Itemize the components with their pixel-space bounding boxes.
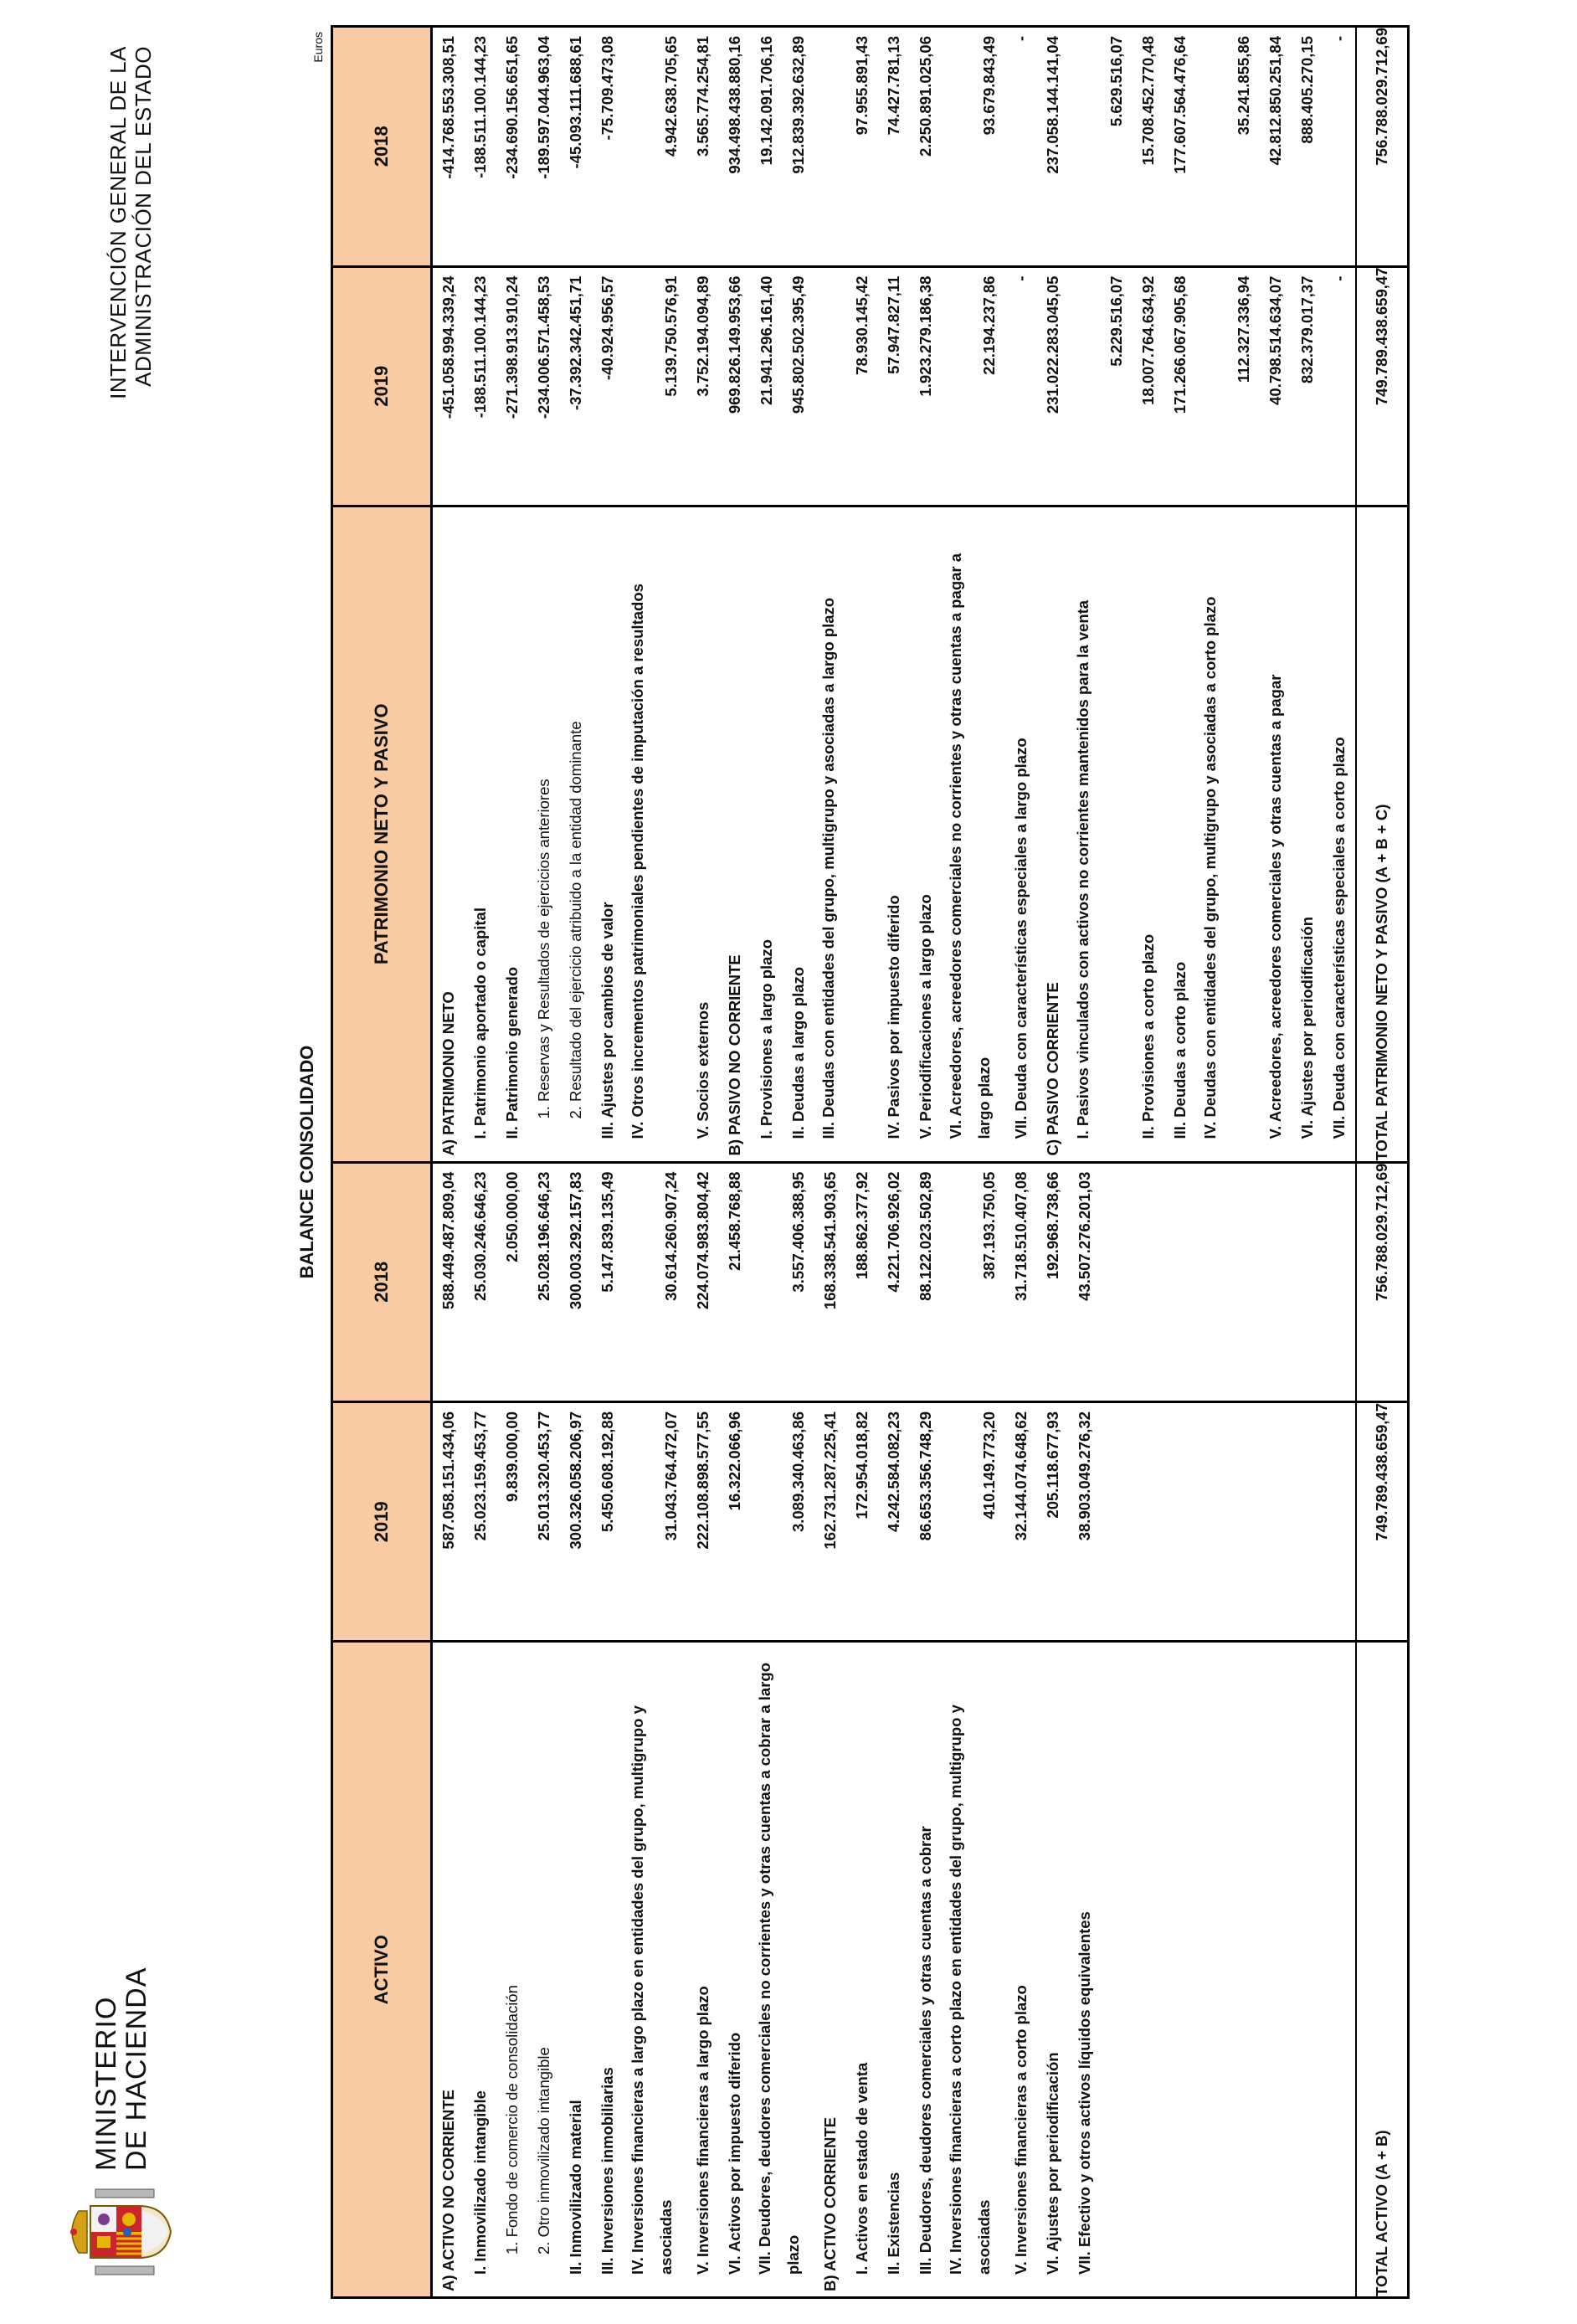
pasivo-value-2019: 22.194.237,86	[980, 275, 998, 375]
activo-label: V. Inversiones financieras a corto plazo	[1012, 1985, 1030, 2275]
pasivo-value-2018: 4.942.638.705,65	[662, 36, 680, 157]
pasivo-labels	[432, 506, 1357, 1163]
activo-labels	[432, 1642, 1357, 2298]
pasivo-value-2018: 93.679.843,49	[980, 36, 998, 136]
pasivo-value-2019: 832.379.017,37	[1298, 275, 1316, 384]
activo-label: III. Deudores, deudores comerciales y otras cuentas a cobrar	[917, 1826, 934, 2275]
activo-label: III. Inversiones inmobiliarias	[598, 2067, 616, 2275]
ministry-line1: MINISTERIO	[90, 1996, 122, 2171]
activo-label: I. Activos en estado de venta	[853, 2062, 871, 2275]
pasivo-label: IV. Deudas con entidades del grupo, multigrupo y asociadas a corto plazo	[1201, 596, 1219, 1139]
activo-value-2019: 172.954.018,82	[853, 1411, 871, 1519]
igae-line2: ADMINISTRACIÓN DEL ESTADO	[131, 46, 156, 387]
activo-value-2018: 88.122.023.502,89	[917, 1171, 934, 1301]
pasivo-value-2019: 40.798.514.634,07	[1266, 275, 1284, 405]
pasivo-value-2019: -188.511.100.144,23	[471, 275, 489, 419]
pasivo-value-2019: 945.802.502.395,49	[789, 275, 807, 414]
pasivo-value-2018: 97.955.891,43	[853, 36, 871, 136]
pasivo-label: III. Deudas a corto plazo	[1171, 961, 1189, 1139]
activo-value-2018: 588.449.487.809,04	[439, 1171, 457, 1310]
pasivo-value-2019: 21.941.296.161,40	[758, 275, 775, 405]
activo-value-2019: 9.839.000,00	[503, 1411, 521, 1503]
activo-value-2019: 16.322.066,96	[726, 1411, 743, 1511]
pasivo-label: IV. Pasivos por impuesto diferido	[885, 895, 902, 1139]
activo-value-2019: 300.326.058.206,97	[567, 1411, 584, 1550]
igae-line1: INTERVENCIÓN GENERAL DE LA	[105, 46, 131, 399]
activo-label: VI. Activos por impuesto diferido	[726, 2032, 743, 2275]
pasivo-label: VI. Acreedores, acreedores comerciales no corrientes y otras cuentas a pagar a largo plazo	[947, 553, 993, 1139]
col-header-pasivo: PATRIMONIO NETO Y PASIVO	[332, 506, 432, 1163]
activo-label: II. Existencias	[885, 2172, 902, 2275]
igae-header	[105, 46, 156, 399]
activo-value-2019: 4.242.584.082,23	[885, 1411, 902, 1533]
activo-value-2018: 25.030.246.646,23	[471, 1171, 489, 1301]
pasivo-value-2018: -188.511.100.144,23	[471, 36, 489, 178]
activo-value-2018: 300.003.292.157,83	[567, 1171, 584, 1310]
activo-value-2019: 86.653.356.748,29	[917, 1411, 934, 1541]
activo-value-2019: 410.149.773,20	[980, 1411, 998, 1519]
pasivo-value-2018: 237.058.144.141,04	[1044, 36, 1061, 174]
pasivo-value-2019: -451.058.994.339,24	[439, 275, 457, 419]
activo-label: 1. Fondo de comercio de consolidación	[503, 1985, 521, 2255]
pasivo-value-2019: 5.229.516,07	[1107, 275, 1125, 367]
pasivo-value-2018: -189.597.044.963,04	[535, 36, 552, 179]
activo-label: I. Inmovilizado intangible	[471, 2090, 489, 2275]
activo-value-2019: 222.108.898.577,55	[694, 1411, 711, 1550]
pasivo-label: V. Socios externos	[694, 1001, 711, 1139]
pasivo-value-2019: 3.752.194.094,89	[694, 275, 711, 397]
units-label: Euros	[311, 32, 325, 63]
total-pasivo-label: TOTAL PATRIMONIO NETO Y PASIVO (A + B + C)	[1356, 506, 1409, 1163]
activo-2018-values	[432, 1162, 1357, 1401]
activo-value-2019: 31.043.764.472,07	[662, 1411, 680, 1541]
activo-value-2018: 43.507.276.201,03	[1076, 1171, 1093, 1301]
col-header-pasivo-2019: 2019	[332, 266, 432, 506]
body-row	[432, 27, 1357, 2298]
pasivo-label: 1. Reservas y Resultados de ejercicios anteriores	[535, 779, 552, 1119]
pasivo-value-2018: -234.690.156.651,65	[503, 36, 521, 179]
pasivo-label: III. Deudas con entidades del grupo, multigrupo y asociadas a largo plazo	[819, 597, 837, 1139]
activo-2019-values	[432, 1402, 1357, 1642]
pasivo-value-2019: 18.007.764.634,92	[1139, 275, 1157, 405]
activo-value-2019: 587.058.151.434,06	[439, 1411, 457, 1550]
ministry-header	[67, 1967, 176, 2278]
pasivo-label: B) PASIVO NO CORRIENTE	[726, 954, 743, 1156]
total-activo-2018: 756.788.029.712,69	[1356, 1162, 1409, 1401]
pasivo-value-2019: -	[1012, 275, 1030, 281]
pasivo-value-2019: 5.139.750.576,91	[662, 275, 680, 397]
pasivo-label: II. Deudas a largo plazo	[789, 966, 807, 1139]
col-header-activo-2018: 2018	[332, 1162, 432, 1401]
activo-value-2019: 38.903.049.276,32	[1076, 1411, 1093, 1541]
pasivo-value-2018: 177.607.564.476,64	[1171, 36, 1189, 174]
activo-value-2018: 25.028.196.646,23	[535, 1171, 552, 1301]
total-row	[1356, 27, 1409, 2298]
pasivo-value-2019: 57.947.827,11	[885, 275, 902, 374]
coat-of-arms-icon	[67, 2186, 176, 2278]
pasivo-value-2019: -40.924.956,57	[598, 275, 616, 380]
pasivo-label: I. Provisiones a largo plazo	[758, 939, 775, 1139]
activo-value-2018: 30.614.260.907,24	[662, 1171, 680, 1301]
pasivo-label: C) PASIVO CORRIENTE	[1044, 982, 1061, 1156]
pasivo-value-2019: 78.930.145,42	[853, 275, 871, 375]
pasivo-label: VII. Deuda con características especiales a largo plazo	[1012, 738, 1030, 1139]
pasivo-label: VII. Deuda con características especiales a corto plazo	[1330, 737, 1348, 1139]
pasivo-value-2018: 42.812.850.251,84	[1266, 36, 1284, 166]
activo-value-2018: 5.147.839.135,49	[598, 1171, 616, 1293]
pasivo-label: III. Ajustes por cambios de valor	[598, 902, 616, 1139]
pasivo-value-2018: 15.708.452.770,48	[1139, 36, 1157, 166]
activo-value-2018: 168.338.541.903,65	[821, 1171, 839, 1310]
pasivo-value-2019: 231.022.283.045,05	[1044, 275, 1061, 414]
pasivo-label: V. Acreedores, acreedores comerciales y otras cuentas a pagar	[1266, 674, 1284, 1139]
pasivo-label: IV. Otros incrementos patrimoniales pendientes de imputación a resultados	[629, 584, 646, 1139]
activo-value-2019: 5.450.608.192,88	[598, 1411, 616, 1533]
pasivo-2018-values	[432, 27, 1357, 267]
activo-value-2018: 21.458.768,88	[726, 1171, 743, 1271]
pasivo-value-2019: 112.327.336,94	[1235, 275, 1252, 383]
pasivo-label: 2. Resultado del ejercicio atribuido a la entidad dominante	[567, 721, 584, 1119]
total-activo-2019: 749.789.438.659,47	[1356, 1402, 1409, 1642]
pasivo-value-2018: -45.093.111.688,61	[567, 36, 584, 169]
pasivo-value-2018: -75.709.473,08	[598, 36, 616, 141]
activo-label: VI. Ajustes por periodificación	[1044, 2052, 1061, 2275]
pasivo-value-2018: 912.839.392.632,89	[789, 36, 807, 174]
pasivo-value-2018: -414.768.553.308,51	[439, 36, 457, 179]
activo-value-2018: 387.193.750,05	[980, 1171, 998, 1280]
pasivo-value-2018: 5.629.516,07	[1107, 36, 1125, 127]
activo-label: VII. Deudores, deudores comerciales no corrientes y otras cuentas a cobrar a largo plazo	[756, 1662, 802, 2275]
activo-value-2019: 25.013.320.453,77	[535, 1411, 552, 1541]
activo-value-2018: 2.050.000,00	[503, 1171, 521, 1262]
pasivo-value-2019: -37.392.342.451,71	[567, 275, 584, 411]
col-header-activo-2019: 2019	[332, 1402, 432, 1642]
ministry-line2: DE HACIENDA	[121, 1967, 152, 2171]
pasivo-label: VI. Ajustes por periodificación	[1298, 916, 1316, 1139]
pasivo-label: II. Patrimonio generado	[503, 966, 521, 1139]
pasivo-value-2018: 35.241.855,86	[1235, 36, 1252, 136]
pasivo-label: V. Periodificaciones a largo plazo	[917, 894, 934, 1139]
pasivo-label: I. Pasivos vinculados con activos no corrientes mantenidos para la venta	[1074, 599, 1092, 1139]
total-pasivo-2018: 756.788.029.712,69	[1356, 27, 1409, 267]
activo-value-2018: 224.074.983.804,42	[694, 1171, 711, 1310]
activo-label: IV. Inversiones financieras a largo plazo en entidades del grupo, multigrupo y asociadas	[629, 1705, 675, 2275]
activo-value-2019: 205.118.677,93	[1044, 1411, 1061, 1519]
activo-label: IV. Inversiones financieras a corto plazo en entidades del grupo, multigrupo y asociadas	[947, 1704, 993, 2275]
activo-label: A) ACTIVO NO CORRIENTE	[439, 2090, 457, 2291]
activo-value-2018: 192.968.738,66	[1044, 1171, 1061, 1280]
activo-value-2018: 31.718.510.407,08	[1012, 1171, 1030, 1301]
pasivo-label: A) PATRIMONIO NETO	[439, 991, 457, 1156]
page-title: BALANCE CONSOLIDADO	[296, 1045, 317, 1279]
activo-value-2018: 188.862.377,92	[853, 1171, 871, 1280]
activo-label: 2. Otro inmovilizado intangible	[535, 2047, 552, 2255]
pasivo-value-2019: -	[1330, 275, 1348, 281]
pasivo-value-2018: 3.565.774.254,81	[694, 36, 711, 157]
pasivo-value-2019: -271.398.913.910,24	[503, 275, 521, 419]
header-row	[332, 27, 432, 2298]
pasivo-value-2019: 171.266.067.905,68	[1171, 275, 1189, 414]
col-header-activo: ACTIVO	[332, 1642, 432, 2298]
pasivo-value-2018: 19.142.091.706,16	[758, 36, 775, 166]
col-header-pasivo-2018: 2018	[332, 27, 432, 267]
activo-value-2019: 25.023.159.453,77	[471, 1411, 489, 1541]
pasivo-value-2018: 934.498.438.880,16	[726, 36, 743, 174]
activo-value-2018: 3.557.406.388,95	[789, 1171, 807, 1293]
pasivo-label: I. Patrimonio aportado o capital	[471, 907, 489, 1139]
activo-value-2019: 162.731.287.225,41	[821, 1411, 839, 1550]
total-activo-label: TOTAL ACTIVO (A + B)	[1356, 1642, 1409, 2298]
activo-value-2018: 4.221.706.926,02	[885, 1171, 902, 1293]
total-pasivo-2019: 749.789.438.659,47	[1356, 266, 1409, 506]
pasivo-value-2018: 74.427.781,13	[885, 36, 902, 136]
activo-value-2019: 3.089.340.463,86	[789, 1411, 807, 1533]
pasivo-2019-values	[432, 266, 1357, 506]
pasivo-value-2018: -	[1330, 36, 1348, 42]
balance-table	[331, 25, 1410, 2299]
pasivo-value-2018: -	[1012, 36, 1030, 42]
pasivo-label: II. Provisiones a corto plazo	[1139, 933, 1157, 1139]
activo-label: V. Inversiones financieras a largo plazo	[694, 1986, 711, 2275]
pasivo-value-2018: 2.250.891.025,06	[917, 36, 934, 157]
activo-value-2019: 32.144.074.648,62	[1012, 1411, 1030, 1541]
activo-label: B) ACTIVO CORRIENTE	[821, 2117, 839, 2291]
pasivo-value-2019: 1.923.279.186,38	[917, 275, 934, 397]
pasivo-value-2018: 888.405.270,15	[1298, 36, 1316, 144]
activo-label: II. Inmovilizado material	[567, 2100, 584, 2275]
pasivo-value-2019: -234.006.571.458,53	[535, 275, 552, 419]
pasivo-value-2019: 969.826.149.953,66	[726, 275, 743, 414]
activo-label: VII. Efectivo y otros activos líquidos equivalentes	[1076, 1911, 1093, 2275]
